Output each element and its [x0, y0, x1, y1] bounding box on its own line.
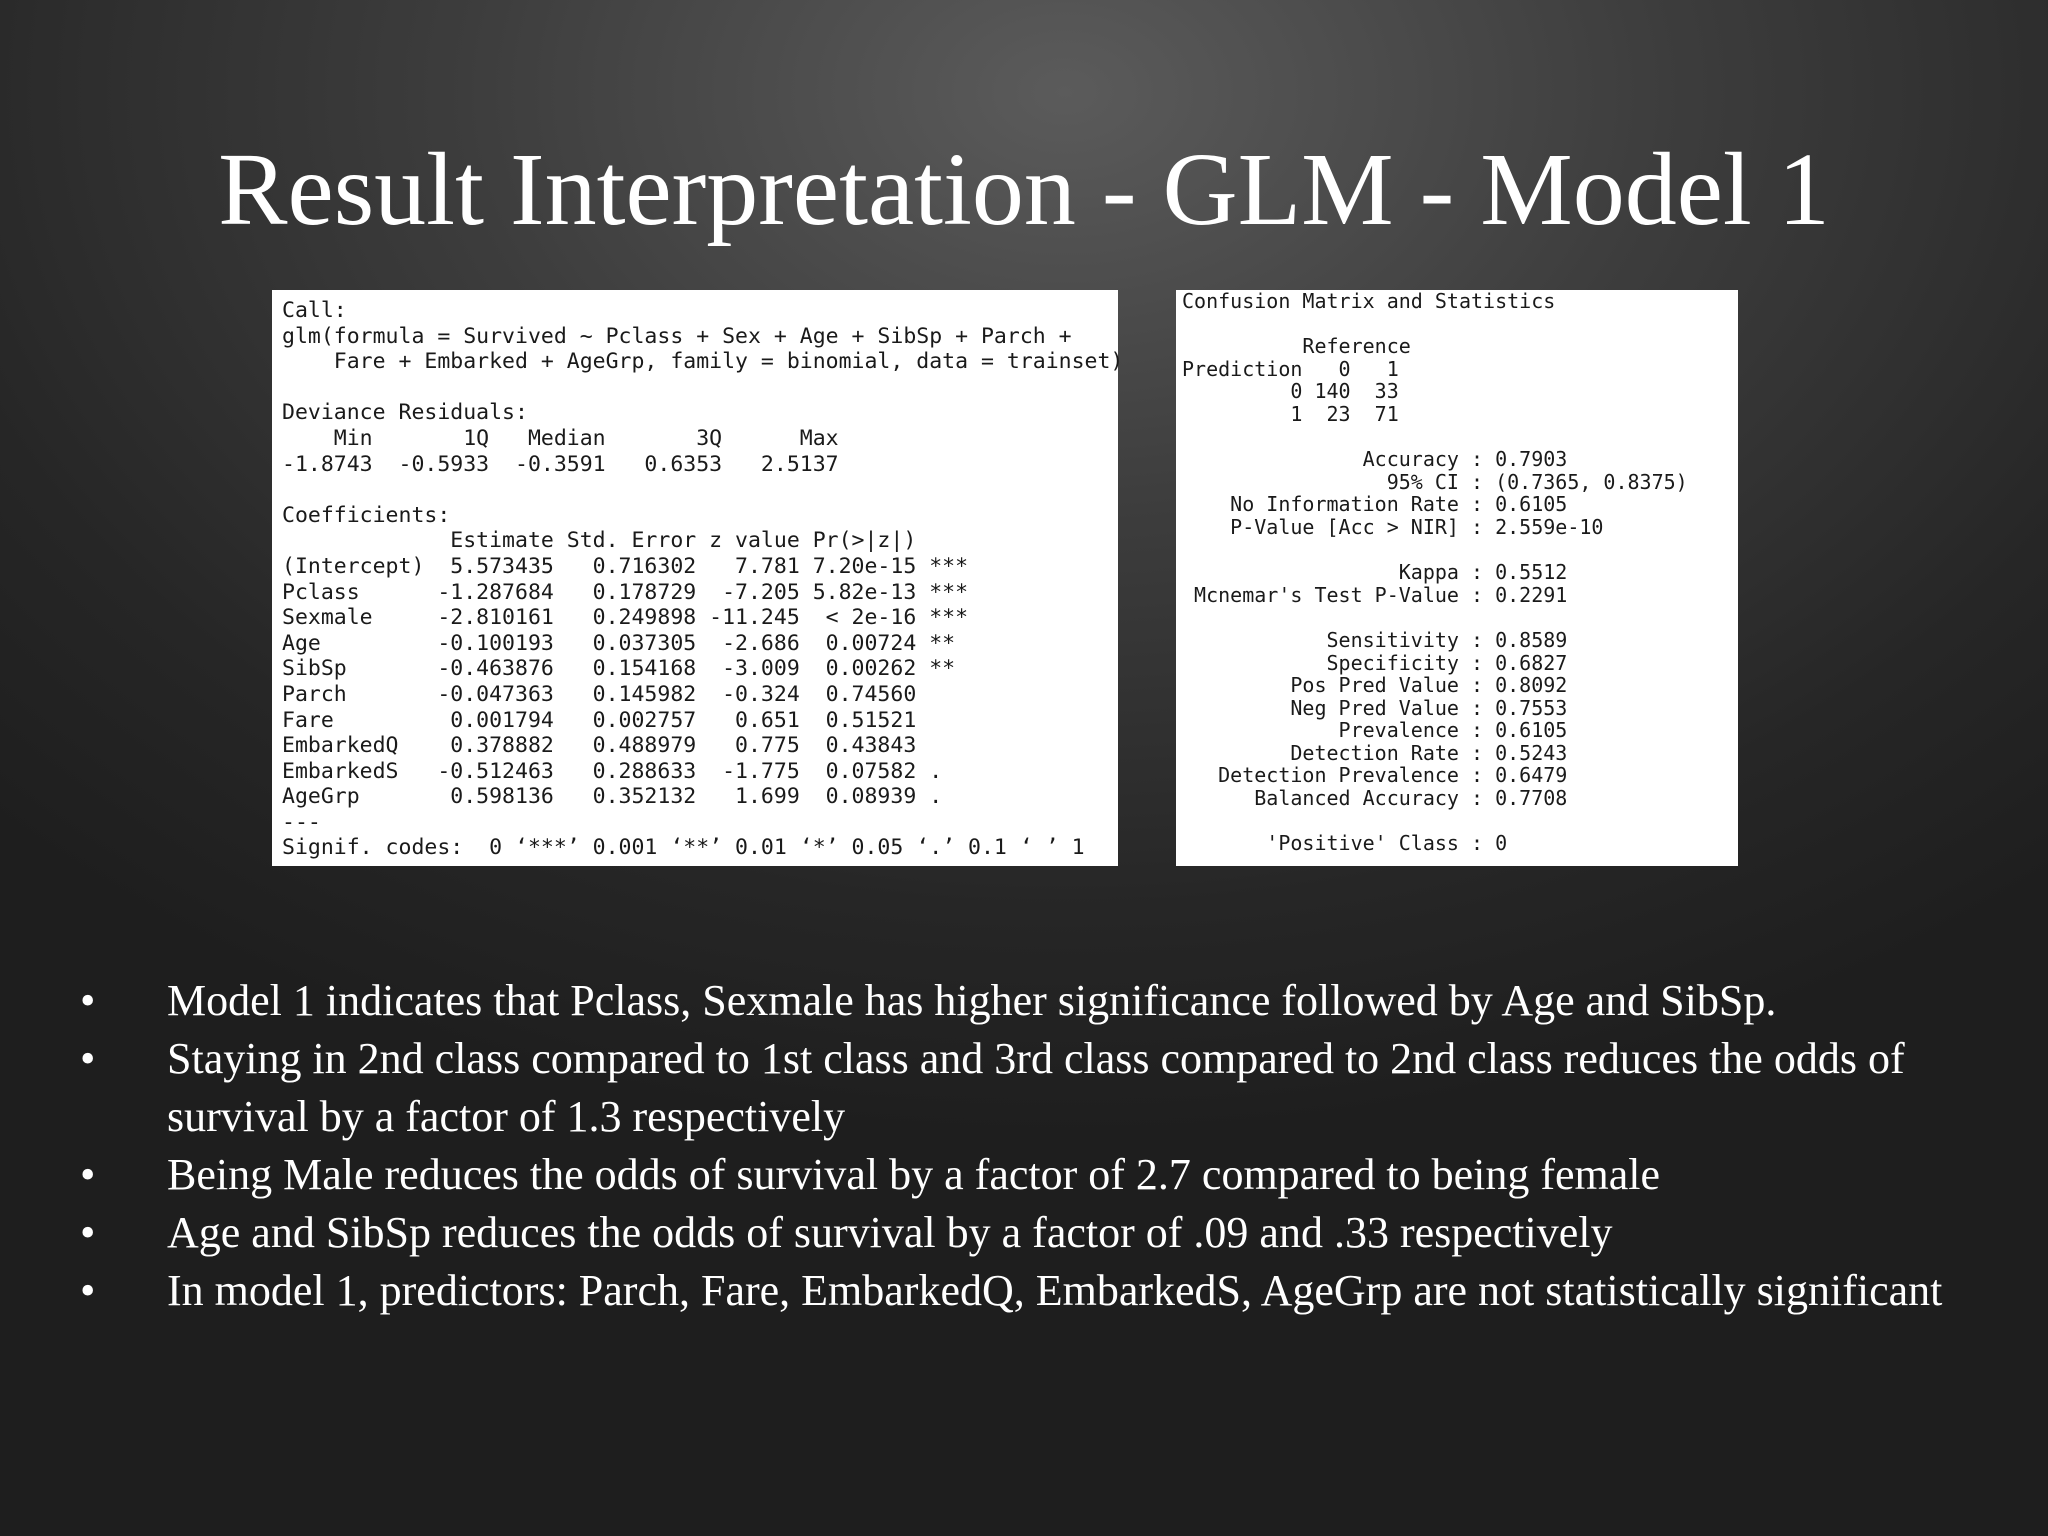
confusion-output-line: 95% CI : (0.7365, 0.8375) — [1182, 469, 1688, 494]
confusion-output-line: 'Positive' Class : 0 — [1182, 831, 1508, 856]
glm-output-line: Call: — [282, 298, 347, 323]
confusion-output-line: Detection Prevalence : 0.6479 — [1182, 763, 1568, 788]
glm-output-line: Pclass -1.287684 0.178729 -7.205 5.82e-13 *** — [282, 579, 969, 605]
slide-title: Result Interpretation - GLM - Model 1 — [218, 132, 1830, 247]
confusion-output-line: Mcnemar's Test P-Value : 0.2291 — [1182, 582, 1568, 607]
confusion-matrix-text — [1182, 290, 1738, 855]
glm-output-line: EmbarkedS -0.512463 0.288633 -1.775 0.07582 . — [282, 758, 943, 784]
glm-output-line: -1.8743 -0.5933 -0.3591 0.6353 2.5137 — [282, 451, 839, 477]
glm-output-line: Fare + Embarked + AgeGrp, family = binomial, data = trainset) — [282, 349, 1124, 375]
glm-output-line: Estimate Std. Error z value Pr(>|z|) — [282, 528, 917, 554]
bullet-item — [80, 1146, 2020, 1204]
confusion-output-line: Kappa : 0.5512 — [1182, 560, 1568, 585]
bullet-item — [80, 1204, 2020, 1262]
bullet-marker: • — [80, 1208, 96, 1257]
confusion-output-line: Specificity : 0.6827 — [1182, 650, 1568, 675]
confusion-output-line: No Information Rate : 0.6105 — [1182, 492, 1568, 517]
confusion-output-line: Neg Pred Value : 0.7553 — [1182, 695, 1568, 720]
glm-output-line: --- — [282, 809, 321, 835]
glm-output-line: Sexmale -2.810161 0.249898 -11.245 < 2e-16 *** — [282, 605, 969, 631]
bullet-marker: • — [80, 1034, 96, 1083]
glm-output-line: Deviance Residuals: — [282, 400, 528, 426]
bullet-marker: • — [80, 1150, 96, 1199]
glm-output-line: SibSp -0.463876 0.154168 -3.009 0.00262 ** — [282, 656, 956, 682]
bullet-text: Age and SibSp reduces the odds of survival by a factor of .09 and .33 respectively — [167, 1208, 1613, 1257]
confusion-output-line: Prediction 0 1 — [1182, 356, 1399, 381]
confusion-matrix-screenshot — [1176, 290, 1738, 866]
confusion-output-line: Accuracy : 0.7903 — [1182, 447, 1568, 472]
bullet-list — [80, 972, 2020, 1320]
confusion-output-line: Detection Rate : 0.5243 — [1182, 740, 1568, 765]
confusion-output-line: Reference — [1182, 334, 1411, 359]
glm-output-line: Coefficients: — [282, 502, 451, 528]
bullet-text: Being Male reduces the odds of survival by a factor of 2.7 compared to being female — [167, 1150, 1661, 1199]
glm-summary-text — [282, 298, 1124, 861]
confusion-output-line: Prevalence : 0.6105 — [1182, 718, 1568, 743]
confusion-output-line: Pos Pred Value : 0.8092 — [1182, 673, 1568, 698]
glm-output-line: (Intercept) 5.573435 0.716302 7.781 7.20e-15 *** — [282, 553, 969, 579]
confusion-output-line: P-Value [Acc > NIR] : 2.559e-10 — [1182, 514, 1604, 539]
bullet-text: In model 1, predictors: Parch, Fare, EmbarkedQ, EmbarkedS, AgeGrp are not statistically significant — [167, 1266, 1943, 1315]
bullet-marker: • — [80, 1266, 96, 1315]
confusion-output-line: Confusion Matrix and Statistics — [1182, 289, 1556, 313]
glm-output-line: Signif. codes: 0 ‘***’ 0.001 ‘**’ 0.01 ‘*’ 0.05 ‘.’ 0.1 ‘ ’ 1 — [282, 835, 1085, 861]
confusion-output-line: Sensitivity : 0.8589 — [1182, 627, 1568, 652]
glm-summary-screenshot — [272, 290, 1124, 866]
bullet-item — [80, 1030, 2020, 1146]
confusion-output-line: 1 23 71 — [1182, 401, 1399, 426]
bullet-item — [80, 972, 2020, 1030]
glm-output-line: glm(formula = Survived ~ Pclass + Sex + Age + SibSp + Parch + — [282, 323, 1072, 349]
glm-output-line: Min 1Q Median 3Q Max — [282, 425, 839, 451]
confusion-output-line: Balanced Accuracy : 0.7708 — [1182, 786, 1568, 811]
glm-output-line: EmbarkedQ 0.378882 0.488979 0.775 0.43843 — [282, 733, 917, 759]
glm-output-line: Age -0.100193 0.037305 -2.686 0.00724 ** — [282, 630, 956, 656]
glm-output-line: AgeGrp 0.598136 0.352132 1.699 0.08939 . — [282, 784, 943, 810]
bullet-marker: • — [80, 976, 96, 1025]
bullet-item — [80, 1262, 2020, 1320]
bullet-text: Staying in 2nd class compared to 1st class and 3rd class compared to 2nd class reduces the odds of survival by a factor of 1.3 respectively — [167, 1034, 1905, 1141]
confusion-output-line: 0 140 33 — [1182, 379, 1399, 404]
glm-output-line: Fare 0.001794 0.002757 0.651 0.51521 — [282, 707, 917, 733]
bullet-text: Model 1 indicates that Pclass, Sexmale has higher significance followed by Age and SibSp. — [167, 976, 1777, 1025]
glm-output-line: Parch -0.047363 0.145982 -0.324 0.74560 — [282, 681, 917, 707]
